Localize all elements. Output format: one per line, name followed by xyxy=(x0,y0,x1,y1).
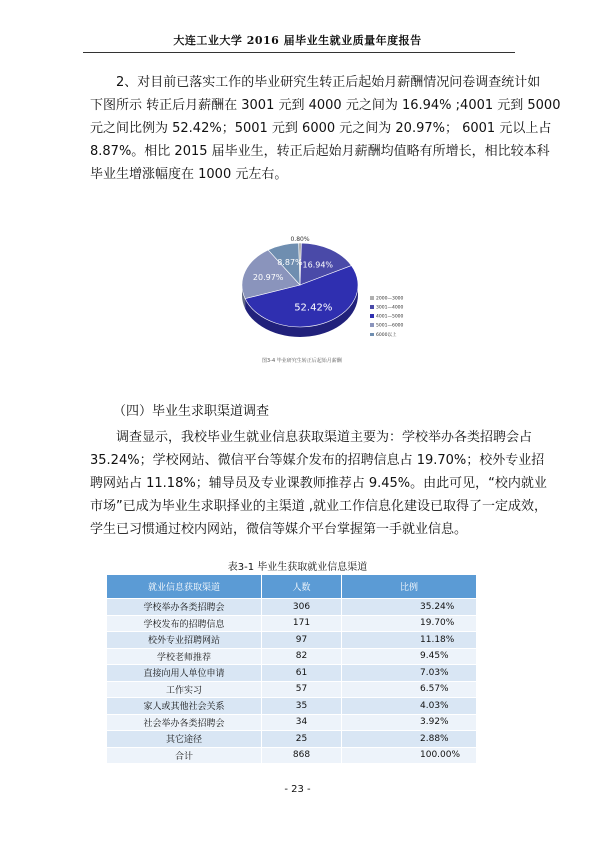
table-total-row xyxy=(107,747,477,764)
table-cell: 校外专业招聘网站 xyxy=(107,632,262,649)
legend-label: 3001—4000 xyxy=(376,305,404,311)
legend-item xyxy=(370,332,396,338)
table-cell: 306 xyxy=(262,599,342,616)
table-row xyxy=(107,714,477,731)
table-cell: 171 xyxy=(262,615,342,632)
table-cell: 学校举办各类招聘会 xyxy=(107,599,262,616)
header-divider xyxy=(83,52,515,53)
paragraph-line: 8.87%。相比 2015 届毕业生，转正后起始月薪酬均值略有所增长，相比较本科 xyxy=(90,144,550,159)
table-row xyxy=(107,615,477,632)
column-header: 人数 xyxy=(262,575,342,599)
table-cell: 97 xyxy=(262,632,342,649)
section-title: （四）毕业生求职渠道调查 xyxy=(113,404,270,419)
salary-paragraph xyxy=(90,71,561,186)
pie-data-label: 8.87% xyxy=(277,257,303,267)
table-row xyxy=(107,731,477,748)
legend-item xyxy=(370,323,403,328)
table-cell: 868 xyxy=(262,747,342,764)
pie-data-label: 16.94% xyxy=(302,260,334,270)
legend-swatch xyxy=(370,314,374,318)
legend-label: 5001—6000 xyxy=(376,323,404,329)
table-cell: 社会举办各类招聘会 xyxy=(107,714,262,731)
table-caption: 表3-1 毕业生获取就业信息渠道 xyxy=(227,562,368,573)
table-cell: 35.24% xyxy=(342,599,477,616)
paragraph-line: 学生已习惯通过校内网站，微信等媒介平台掌握第一手就业信息。 xyxy=(90,522,468,537)
table-cell: 6.57% xyxy=(342,681,477,698)
table-cell: 61 xyxy=(262,665,342,682)
table-header-row xyxy=(107,575,477,599)
table-cell: 82 xyxy=(262,648,342,665)
legend-item xyxy=(370,305,403,310)
paragraph-line: 下图所示 转正后月薪酬在 3001 元到 4000 元之间为 16.94% ;4001 元到 5000 xyxy=(90,98,561,113)
table-cell: 34 xyxy=(262,714,342,731)
legend-item xyxy=(370,314,403,319)
paragraph-line: 35.24%；学校网站、微信平台等媒介发布的招聘信息占 19.70%；校外专业招 xyxy=(90,453,545,468)
column-header: 比例 xyxy=(342,575,477,599)
table-row xyxy=(107,599,477,616)
table-cell: 其它途径 xyxy=(107,731,262,748)
table-cell: 学校发布的招聘信息 xyxy=(107,615,262,632)
table-row xyxy=(107,698,477,715)
table-cell: 9.45% xyxy=(342,648,477,665)
pie-data-label: 20.97% xyxy=(252,273,284,283)
table-cell: 学校老师推荐 xyxy=(107,648,262,665)
table-cell: 合计 xyxy=(107,747,262,764)
legend-swatch xyxy=(370,323,374,327)
table-row xyxy=(107,648,477,665)
legend-label: 2000—3000 xyxy=(376,296,404,302)
page-number: - 23 - xyxy=(284,784,311,795)
table-cell: 2.88% xyxy=(342,731,477,748)
table-cell: 4.03% xyxy=(342,698,477,715)
channel-table xyxy=(106,574,477,764)
table-cell: 直接向用人单位申请 xyxy=(107,665,262,682)
paragraph-line: 市场”已成为毕业生求职择业的主渠道 ,就业工作信息化建设已取得了一定成效， xyxy=(90,499,548,514)
table-cell: 工作实习 xyxy=(107,681,262,698)
paragraph-line: 聘网站占 11.18%；辅导员及专业课教师推荐占 9.45%。由此可见，“校内就业 xyxy=(90,476,547,491)
legend-swatch xyxy=(370,296,374,300)
table-cell: 11.18% xyxy=(342,632,477,649)
table-cell: 7.03% xyxy=(342,665,477,682)
legend-label: 4001—5000 xyxy=(376,314,404,320)
column-header: 就业信息获取渠道 xyxy=(107,575,262,599)
paragraph-line: 调查显示，我校毕业生就业信息获取渠道主要为：学校举办各类招聘会占 xyxy=(116,430,533,445)
table-row xyxy=(107,632,477,649)
table-cell: 家人或其他社会关系 xyxy=(107,698,262,715)
paragraph-line: 毕业生增涨幅度在 1000 元左右。 xyxy=(90,167,288,182)
legend-swatch xyxy=(370,305,374,309)
legend-label: 6000以上 xyxy=(376,333,397,338)
table-cell: 19.70% xyxy=(342,615,477,632)
table-row xyxy=(107,665,477,682)
legend-swatch xyxy=(370,333,374,337)
pie-data-label: 0.80% xyxy=(290,235,310,243)
table-row xyxy=(107,681,477,698)
table-cell: 57 xyxy=(262,681,342,698)
pie-data-label: 52.42% xyxy=(294,302,333,314)
paragraph-line: 元之间比例为 52.42%；5001 元到 6000 元之间为 20.97%； 6001 元以上占 xyxy=(90,121,552,136)
table-cell: 100.00% xyxy=(342,747,477,764)
table-cell: 3.92% xyxy=(342,714,477,731)
chart-caption: 图3-4 毕业研究生转正后起始月薪酬 xyxy=(262,358,342,364)
table-cell: 25 xyxy=(262,731,342,748)
report-title: 大连工业大学 2016 届毕业生就业质量年度报告 xyxy=(173,34,422,47)
channel-paragraph xyxy=(90,426,548,541)
table-cell: 35 xyxy=(262,698,342,715)
legend-item xyxy=(370,296,403,301)
paragraph-line: 2、对目前已落实工作的毕业研究生转正后起始月薪酬情况问卷调查统计如 xyxy=(116,75,541,90)
